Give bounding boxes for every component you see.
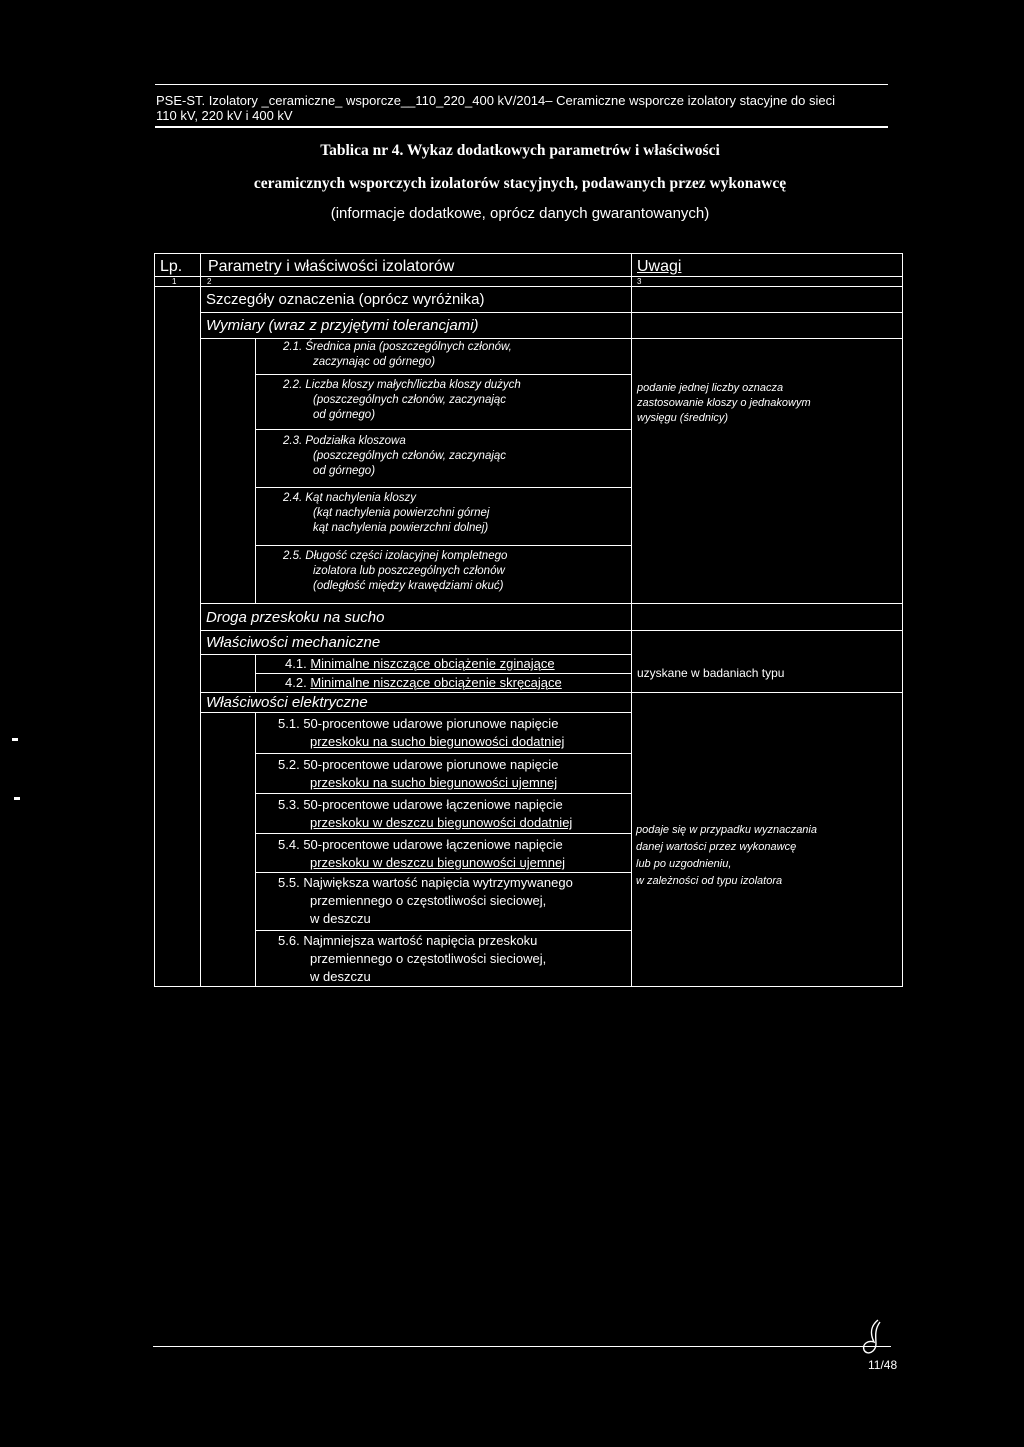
col-header-lp: Lp. [160,258,183,275]
row-2-5: 2.5. Długość części izolacyjnej kompletnego izolatora lub poszczególnych członów (odległość między krawędziami okuć) [283,550,508,592]
header-bottom-rule [155,126,888,128]
header-line-2: 110 kV, 220 kV i 400 kV [156,108,293,123]
section-mechaniczne: Właściwości mechaniczne [206,634,381,651]
row-rule [255,545,631,546]
row-number: 5.5. [278,875,300,890]
row-rule [200,338,903,339]
row-2-2: 2.2. Liczba kloszy małych/liczba kloszy dużych (poszczególnych członów, zaczynając od górnego) [283,379,521,421]
section-droga: Droga przeskoku na sucho [206,609,385,626]
col-header-params: Parametry i właściwości izolatorów [208,258,455,275]
col-divider-1 [200,253,201,987]
row-rule [255,872,631,873]
note-kloszy: podanie jednej liczby oznacza zastosowanie kloszy o jednakowym wysięgu (średnicy) [637,382,811,424]
row-number: 5.2. [278,757,300,772]
note-elektryczne: podaje się w przypadku wyznaczania danej wartości przez wykonawcę lub po uzgodnieniu, w zależności od typu izolatora [636,824,817,887]
row-5-1: 5.1. 50-procentowe udarowe piorunowe napięcie przeskoku na sucho biegunowości dodatniej [278,716,565,749]
subcol-divider-wymiary [255,339,256,603]
row-number: 2.5. [283,550,303,562]
row-rule [255,429,631,430]
row-rule [255,673,631,674]
scan-mark [14,797,20,800]
col-header-uwagi: Uwagi [637,258,682,275]
row-rule [200,692,903,693]
col-number-1: 1 [172,277,177,286]
table-title-line-2: ceramicznych wsporczych izolatorów stacyjnych, podawanych przez wykonawcę [253,175,787,192]
row-rule [200,603,903,604]
row-rule [255,487,631,488]
row-rule [200,654,631,655]
row-rule [255,833,631,834]
header-line-1: PSE-ST. Izolatory _ceramiczne_ wsporcze__110_220_400 kV/2014– Ceramiczne wsporcze izolatory stacyjne do sieci [156,93,835,108]
row-rule [200,630,903,631]
row-number: 5.1. [278,716,300,731]
row-5-3: 5.3. 50-procentowe udarowe łączeniowe napięcie przeskoku w deszczu biegunowości dodatniej [278,797,573,830]
section-elektryczne: Właściwości elektryczne [206,694,368,711]
section-wymiary: Wymiary (wraz z przyjętymi tolerancjami) [206,317,479,334]
row-number: 5.4. [278,837,300,852]
row-5-2: 5.2. 50-procentowe udarowe piorunowe napięcie przeskoku na sucho biegunowości ujemnej [278,757,559,790]
row-2-1: 2.1. Średnica pnia (poszczególnych członów, zaczynając od górnego) [283,341,512,368]
row-number: 4.1. [285,656,307,671]
row-rule [255,930,631,931]
row-rule [255,753,631,754]
table-title-line-1: Tablica nr 4. Wykaz dodatkowych parametrów i właściwości [320,142,720,159]
row-4-1: 4.1. Minimalne niszczące obciążenie zginające [285,656,555,671]
row-number: 4.2. [285,675,307,690]
row-rule [255,793,631,794]
row-number: 5.6. [278,933,300,948]
col-number-2: 2 [207,277,212,286]
note-badania-typu: uzyskane w badaniach typu [637,666,785,680]
row-5-6: 5.6. Najmniejsza wartość napięcia przeskoku przemiennego o częstotliwości sieciowej, w deszczu [278,933,547,984]
row-number: 2.1. [283,341,303,353]
page-number: 11/48 [868,1358,898,1372]
row-2-4: 2.4. Kąt nachylenia kloszy (kąt nachylenia powierzchni górnej kąt nachylenia powierzchni dolnej) [283,492,490,534]
row-rule [154,286,903,287]
signature-initial-icon [858,1318,890,1358]
header-top-rule [155,84,888,85]
row-number: 5.3. [278,797,300,812]
row-number: 2.4. [283,492,303,504]
footer-rule [153,1346,891,1347]
row-2-3: 2.3. Podziałka kloszowa (poszczególnych członów, zaczynając od górnego) [283,435,507,477]
row-4-2: 4.2. Minimalne niszczące obciążenie skręcające [285,675,562,690]
document-header [156,93,896,123]
table-subtitle: (informacje dodatkowe, oprócz danych gwarantowanych) [330,205,710,222]
scan-mark [12,738,18,741]
col-number-3: 3 [637,277,642,286]
row-rule [154,276,903,277]
row-rule [200,712,631,713]
row-rule [255,374,631,375]
col-divider-2 [631,253,632,987]
row-number: 2.2. [283,379,303,391]
row-5-5: 5.5. Największa wartość napięcia wytrzymywanego przemiennego o częstotliwości sieciowej, w deszczu [278,875,573,926]
section-szczegoly: Szczegóły oznaczenia (oprócz wyróżnika) [206,291,485,308]
row-number: 2.3. [283,435,303,447]
row-rule [200,312,903,313]
row-5-4: 5.4. 50-procentowe udarowe łączeniowe napięcie przeskoku w deszczu biegunowości ujemnej [278,837,566,870]
